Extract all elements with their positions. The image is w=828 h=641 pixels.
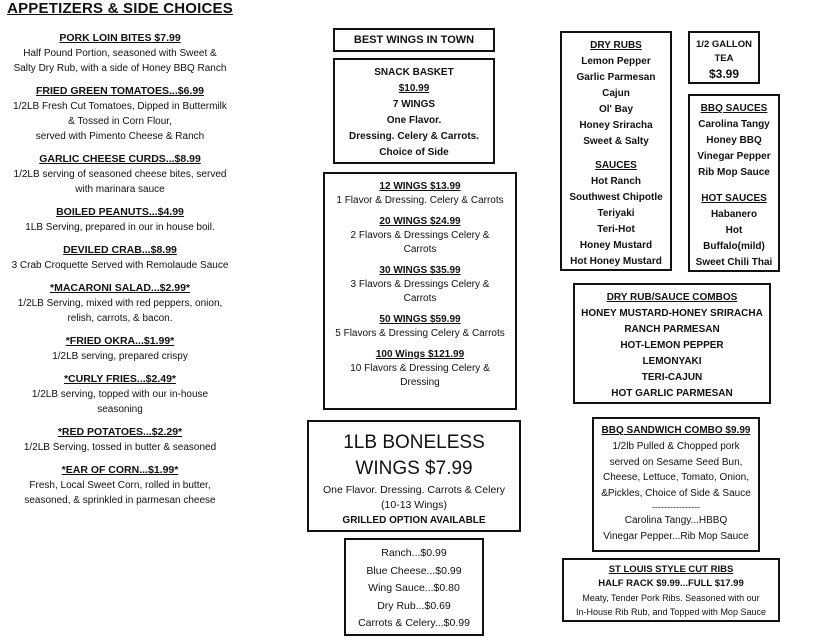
- bbq-sandwich-line: &Pickles, Choice of Side & Sauce: [601, 487, 751, 499]
- appetizer-item: [0, 425, 240, 455]
- combos-list: [575, 306, 769, 402]
- sauces-title: SAUCES: [595, 160, 637, 171]
- hot-sauce-item: Habanero: [710, 209, 758, 220]
- appetizer-item: [0, 372, 240, 417]
- appetizer-name: GARLIC CHEESE CURDS...$8.99: [39, 153, 201, 165]
- appetizer-name: *MACARONI SALAD...$2.99*: [49, 282, 191, 294]
- bbq-sandwich-desc: [594, 439, 758, 501]
- hot-sauce-item: Buffalo(mild): [703, 241, 765, 252]
- hot-sauces-title: HOT SAUCES: [701, 193, 767, 204]
- bbq-sandwich-line: 1/2lb Pulled & Chopped pork: [612, 441, 740, 452]
- bbq-sauce-item: Honey BBQ: [706, 135, 762, 146]
- snack-basket-box: [333, 58, 495, 164]
- bbq-sauces-list: [690, 117, 778, 181]
- wing-size-desc: 2 Flavors & Dressings Celery &: [350, 230, 490, 241]
- best-wings-text: BEST WINGS IN TOWN: [353, 34, 475, 46]
- appetizer-desc: 1/2LB serving of seasoned cheese bites, served: [13, 169, 227, 180]
- combos-title: DRY RUB/SAUCE COMBOS: [606, 292, 738, 303]
- sauce-item: Honey Mustard: [579, 240, 653, 251]
- bbq-sauces-title: BBQ SAUCES: [700, 103, 768, 114]
- wing-size-name: 100 Wings $121.99: [375, 349, 465, 360]
- wing-size-desc: Carrots: [403, 244, 437, 255]
- bbq-sandwich-line: Cheese, Lettuce, Tomato, Onion,: [602, 472, 749, 483]
- extra-item: Wing Sauce...$0.80: [368, 582, 460, 594]
- dry-rub-item: Honey Sriracha: [579, 120, 653, 131]
- ribs-box: [562, 558, 780, 622]
- extra-item: Ranch...$0.99: [381, 547, 447, 559]
- ribs-desc: In-House Rib Rub, and Topped with Mop Sauce: [576, 607, 766, 617]
- snack-basket-line: One Flavor.: [386, 115, 442, 126]
- wing-size-desc: 5 Flavors & Dressing Celery & Carrots: [335, 328, 505, 339]
- snack-basket-line: Dressing. Celery & Carrots.: [348, 131, 480, 142]
- boneless-desc: One Flavor. Dressing. Carrots & Celery: [322, 484, 506, 496]
- snack-basket-line: 7 WINGS: [392, 99, 436, 110]
- snack-basket-line: Choice of Side: [379, 147, 449, 158]
- hot-sauce-item: Hot: [725, 225, 743, 236]
- appetizer-name: DEVILED CRAB...$8.99: [63, 244, 177, 256]
- wing-size-desc: Dressing: [400, 377, 440, 388]
- bbq-sandwich-options: [594, 513, 758, 545]
- appetizer-desc: 1/2LB Serving, tossed in butter & seasoned: [23, 442, 217, 453]
- appetizer-item: [0, 205, 240, 235]
- appetizer-item: [0, 31, 240, 76]
- combo-item: LEMONYAKI: [642, 356, 702, 367]
- combo-item: HONEY MUSTARD-HONEY SRIRACHA: [581, 308, 763, 319]
- tea-size: 1/2 GALLON: [696, 39, 752, 50]
- wing-size-item: [325, 313, 515, 341]
- appetizer-item: [0, 463, 240, 508]
- boneless-box: [307, 420, 521, 532]
- tea-label: TEA: [714, 53, 734, 64]
- wing-size-name: 20 WINGS $24.99: [379, 216, 461, 227]
- sauce-item: Teri-Hot: [597, 224, 635, 235]
- ribs-title: ST LOUIS STYLE CUT RIBS: [608, 564, 734, 575]
- extras-list: [346, 545, 482, 633]
- wing-sizes-box: [323, 172, 517, 410]
- combo-item: HOT-LEMON PEPPER: [620, 340, 724, 351]
- appetizer-desc: Salty Dry Rub, with a side of Honey BBQ Ranch: [13, 63, 227, 74]
- bbq-sauce-item: Rib Mop Sauce: [698, 167, 770, 178]
- appetizer-name: *EAR OF CORN...$1.99*: [61, 464, 179, 476]
- dry-rub-item: Sweet & Salty: [583, 136, 649, 147]
- wing-size-item: [325, 264, 515, 306]
- wing-size-desc: 1 Flavor & Dressing. Celery & Carrots: [336, 195, 504, 206]
- appetizer-item: [0, 334, 240, 364]
- appetizer-desc: served with Pimento Cheese & Ranch: [35, 131, 205, 142]
- appetizer-desc: & Tossed in Corn Flour,: [68, 116, 172, 127]
- sauce-item: Southwest Chipotle: [569, 192, 663, 203]
- wing-size-desc: 3 Flavors & Dressings Celery &: [350, 279, 490, 290]
- dry-rub-item: Ol' Bay: [598, 104, 634, 115]
- appetizer-desc: 1LB Serving, prepared in our in house boil.: [25, 222, 215, 233]
- extra-item: Blue Cheese...$0.99: [366, 564, 462, 577]
- wing-size-desc: 10 Flavors & Dressing Celery &: [350, 363, 490, 374]
- sauce-item: Teriyaki: [597, 208, 635, 219]
- appetizer-desc: 1/2LB serving, prepared crispy: [52, 351, 188, 362]
- appetizer-item: [0, 84, 240, 144]
- sauce-item: Hot Ranch: [591, 176, 641, 187]
- combo-item: RANCH PARMESAN: [624, 324, 720, 335]
- wing-size-name: 12 WINGS $13.99: [379, 181, 461, 192]
- boneless-grilled: GRILLED OPTION AVAILABLE: [342, 515, 486, 526]
- bbq-sandwich-line: served on Sesame Seed Bun,: [609, 456, 743, 468]
- bbq-sandwich-option: Carolina Tangy...HBBQ: [624, 515, 728, 526]
- appetizer-list: [0, 31, 240, 508]
- bbq-sandwich-divider: ----------------: [652, 502, 700, 512]
- wing-size-name: 50 WINGS $59.99: [379, 314, 461, 325]
- appetizer-item: [0, 152, 240, 197]
- sauces-list: [562, 174, 670, 270]
- ribs-desc: Meaty, Tender Pork Ribs. Seasoned with our: [582, 593, 760, 603]
- appetizer-desc: seasoned, & sprinkled in parmesan cheese: [24, 495, 216, 506]
- best-wings-banner: [333, 28, 495, 52]
- dry-rub-item: Lemon Pepper: [581, 56, 651, 67]
- wing-size-list: [325, 180, 515, 390]
- appetizers-title: APPETIZERS & SIDE CHOICES: [7, 0, 233, 17]
- dry-rubs-list: [562, 54, 670, 150]
- appetizer-desc: with marinara sauce: [75, 184, 165, 195]
- appetizer-desc: Fresh, Local Sweet Corn, rolled in butter,: [29, 480, 211, 491]
- combo-item: TERI-CAJUN: [641, 372, 703, 383]
- tea-box: [688, 31, 760, 84]
- appetizer-name: PORK LOIN BITES $7.99: [59, 32, 181, 44]
- snack-basket-title: SNACK BASKET: [374, 67, 454, 78]
- combo-item: HOT GARLIC PARMESAN: [611, 388, 733, 399]
- dry-rubs-box: [560, 31, 672, 271]
- wing-size-item: [325, 180, 515, 208]
- boneless-price: WINGS $7.99: [355, 458, 473, 479]
- appetizer-desc: seasoning: [97, 404, 143, 415]
- wing-size-name: 30 WINGS $35.99: [379, 265, 461, 276]
- appetizers-section: [0, 0, 240, 508]
- boneless-count: (10-13 Wings): [381, 499, 447, 511]
- bbq-sauce-item: Carolina Tangy: [698, 119, 770, 130]
- appetizer-name: *CURLY FRIES...$2.49*: [63, 373, 177, 385]
- extra-item: Carrots & Celery...$0.99: [358, 617, 470, 629]
- bbq-sandwich-title: BBQ SANDWICH COMBO $9.99: [601, 425, 751, 436]
- dry-rub-item: Garlic Parmesan: [576, 72, 656, 83]
- appetizer-name: FRIED GREEN TOMATOES...$6.99: [35, 85, 205, 97]
- hot-sauce-item: Sweet Chili Thai: [695, 257, 773, 268]
- bbq-sauce-item: Vinegar Pepper: [697, 151, 771, 162]
- ribs-price: HALF RACK $9.99...FULL $17.99: [598, 578, 744, 589]
- extras-box: [344, 538, 484, 636]
- appetizer-desc: Half Pound Portion, seasoned with Sweet &: [23, 48, 217, 59]
- bbq-sauces-box: [688, 94, 780, 272]
- appetizer-desc: 1/2LB serving, topped with our in-house: [31, 389, 209, 400]
- tea-price: $3.99: [708, 67, 740, 81]
- snack-basket-price: $10.99: [398, 83, 430, 94]
- appetizer-name: *RED POTATOES...$2.29*: [57, 426, 183, 438]
- appetizer-name: BOILED PEANUTS...$4.99: [56, 206, 184, 218]
- appetizer-item: [0, 243, 240, 273]
- appetizer-desc: 1/2LB Serving, mixed with red peppers, onion,: [17, 298, 223, 309]
- appetizer-desc: 3 Crab Croquette Served with Remolaude Sauce: [11, 260, 229, 271]
- appetizer-desc: relish, carrots, & bacon.: [67, 313, 173, 324]
- combos-box: [573, 283, 771, 404]
- dry-rubs-title: DRY RUBS: [590, 40, 642, 51]
- wing-size-item: [325, 215, 515, 257]
- hot-sauces-list: [690, 207, 778, 271]
- wing-size-item: [325, 348, 515, 390]
- appetizer-item: [0, 281, 240, 326]
- wing-size-desc: Carrots: [403, 293, 437, 304]
- boneless-title: 1LB BONELESS: [343, 432, 485, 453]
- appetizer-desc: 1/2LB Fresh Cut Tomatoes, Dipped in Buttermilk: [13, 101, 227, 112]
- bbq-sandwich-box: [592, 417, 760, 552]
- extra-item: Dry Rub...$0.69: [377, 599, 451, 612]
- bbq-sandwich-option: Vinegar Pepper...Rib Mop Sauce: [603, 531, 749, 542]
- appetizer-name: *FRIED OKRA...$1.99*: [65, 335, 175, 347]
- dry-rub-item: Cajun: [602, 88, 630, 99]
- sauce-item: Hot Honey Mustard: [570, 256, 662, 267]
